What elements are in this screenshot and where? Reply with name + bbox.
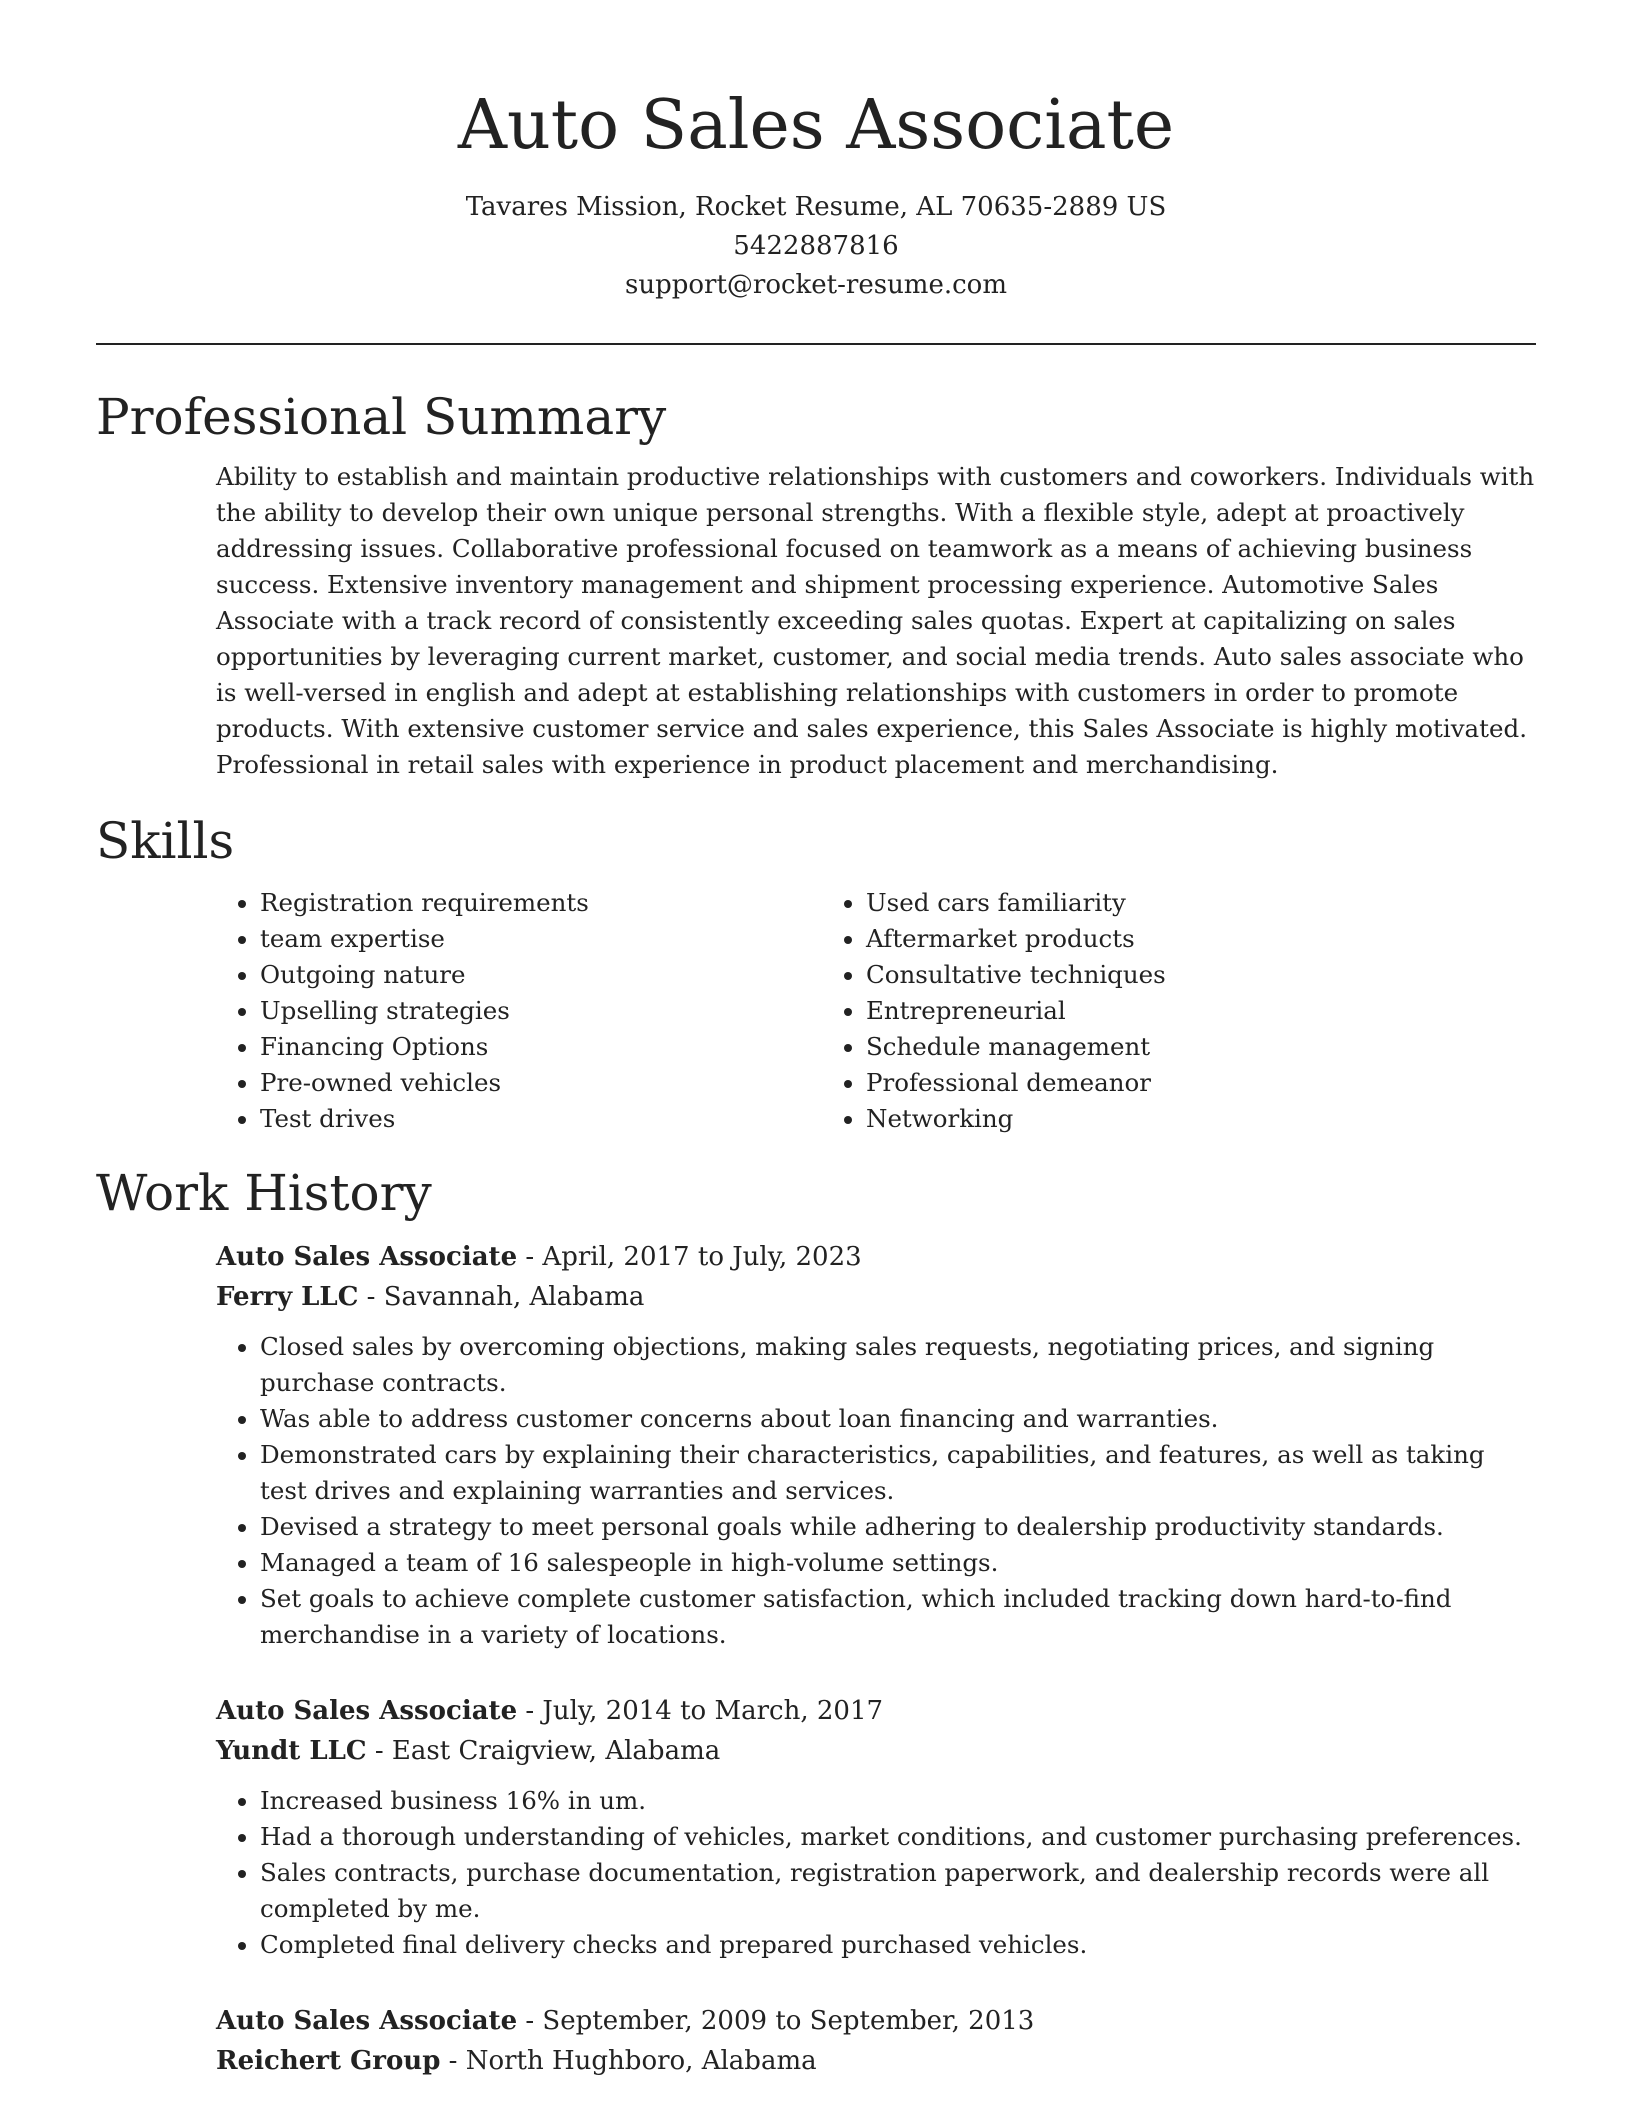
job-role: Auto Sales Associate	[216, 1696, 518, 1726]
skill-item: • Test drives	[260, 1101, 822, 1137]
job-entry	[216, 1237, 1536, 1653]
job-title-line	[216, 1691, 1536, 1731]
skill-item: • Used cars familiarity	[866, 885, 1536, 921]
job-role: Auto Sales Associate	[216, 1242, 518, 1272]
job-bullet: • Managed a team of 16 salespeople in high-volume settings.	[260, 1545, 1536, 1581]
contact-address: Tavares Mission, Rocket Resume, AL 70635-2889 US	[465, 192, 1167, 222]
job-dates: - July, 2014 to March, 2017	[517, 1696, 884, 1726]
skills-list-right	[822, 885, 1536, 1137]
job-company-line	[216, 2041, 1536, 2081]
job-bullet: • Increased business 16% in um.	[260, 1783, 1536, 1819]
job-bullet: • Demonstrated cars by explaining their characteristics, capabilities, and features, as well as taking test drives and explaining warranties and services.	[260, 1437, 1536, 1509]
skill-item: • Consultative techniques	[866, 957, 1536, 993]
skill-item: • Registration requirements	[260, 885, 822, 921]
job-bullet: • Was able to address customer concerns about loan financing and warranties.	[260, 1401, 1536, 1437]
resume-page	[96, 0, 1536, 2081]
job-role: Auto Sales Associate	[216, 2006, 518, 2036]
job-bullet: • Closed sales by overcoming objections, making sales requests, negotiating prices, and signing purchase contracts.	[260, 1329, 1536, 1401]
job-dates: - September, 2009 to September, 2013	[517, 2006, 1035, 2036]
work-history-section	[96, 1163, 1536, 2081]
job-location: - North Hughboro, Alabama	[440, 2046, 817, 2076]
job-company: Reichert Group	[216, 2046, 441, 2076]
skill-item: • Entrepreneurial	[866, 993, 1536, 1029]
job-entry	[216, 1691, 1536, 1963]
job-bullets	[216, 1329, 1536, 1653]
skill-item: • Professional demeanor	[866, 1065, 1536, 1101]
header-divider	[96, 343, 1536, 345]
job-title-line	[216, 2001, 1536, 2041]
skills-section	[96, 811, 1536, 1137]
skill-item: • team expertise	[260, 921, 822, 957]
skill-item: • Upselling strategies	[260, 993, 822, 1029]
skill-item: • Financing Options	[260, 1029, 822, 1065]
skill-item: • Pre-owned vehicles	[260, 1065, 822, 1101]
contact-email: support@rocket-resume.com	[624, 270, 1007, 300]
skills-columns	[216, 885, 1536, 1137]
skill-item: • Aftermarket products	[866, 921, 1536, 957]
resume-header	[96, 0, 1536, 305]
job-company: Yundt LLC	[216, 1736, 367, 1766]
job-bullet: • Devised a strategy to meet personal goals while adhering to dealership productivity standards.	[260, 1509, 1536, 1545]
work-history-title: Work History	[96, 1164, 432, 1222]
skill-item: • Schedule management	[866, 1029, 1536, 1065]
job-entry	[216, 2001, 1536, 2081]
job-bullet: • Sales contracts, purchase documentation, registration paperwork, and dealership records were all completed by me.	[260, 1855, 1536, 1927]
candidate-name: Auto Sales Associate	[457, 86, 1175, 165]
summary-section	[96, 387, 1536, 783]
summary-text: Ability to establish and maintain productive relationships with customers and coworkers. Individuals with the ability to develop their own unique personal strengths. With a flexible style, adept at proactively addressing issues. Collaborative professional focused on teamwork as a means of achieving business success. Extensive inventory management and shipment processing experience. Automotive Sales Associate with a track record of consistently exceeding sales quotas. Expert at capitalizing on sales opportunities by leveraging current market, customer, and social media trends. Auto sales associate who is well-versed in english and adept at establishing relationships with customers in order to promote products. With extensive customer service and sales experience, this Sales Associate is highly motivated. Professional in retail sales with experience in product placement and merchandising.	[216, 462, 1535, 779]
contact-phone: 5422887816	[733, 231, 899, 261]
summary-title: Professional Summary	[96, 388, 667, 446]
job-bullet: • Set goals to achieve complete customer satisfaction, which included tracking down hard-to-find merchandise in a variety of locations.	[260, 1581, 1536, 1653]
job-company-line	[216, 1731, 1536, 1771]
job-location: - Savannah, Alabama	[358, 1282, 645, 1312]
skill-item: • Outgoing nature	[260, 957, 822, 993]
skill-item: • Networking	[866, 1101, 1536, 1137]
skills-list-left	[216, 885, 822, 1137]
job-bullet: • Completed final delivery checks and prepared purchased vehicles.	[260, 1927, 1536, 1963]
job-location: - East Craigview, Alabama	[366, 1736, 721, 1766]
job-bullet: • Had a thorough understanding of vehicles, market conditions, and customer purchasing preferences.	[260, 1819, 1536, 1855]
job-title-line	[216, 1237, 1536, 1277]
skills-title: Skills	[96, 812, 235, 870]
job-bullets	[216, 1783, 1536, 1963]
contact-block	[96, 188, 1536, 305]
job-company-line	[216, 1277, 1536, 1317]
job-company: Ferry LLC	[216, 1282, 359, 1312]
job-dates: - April, 2017 to July, 2023	[517, 1242, 862, 1272]
